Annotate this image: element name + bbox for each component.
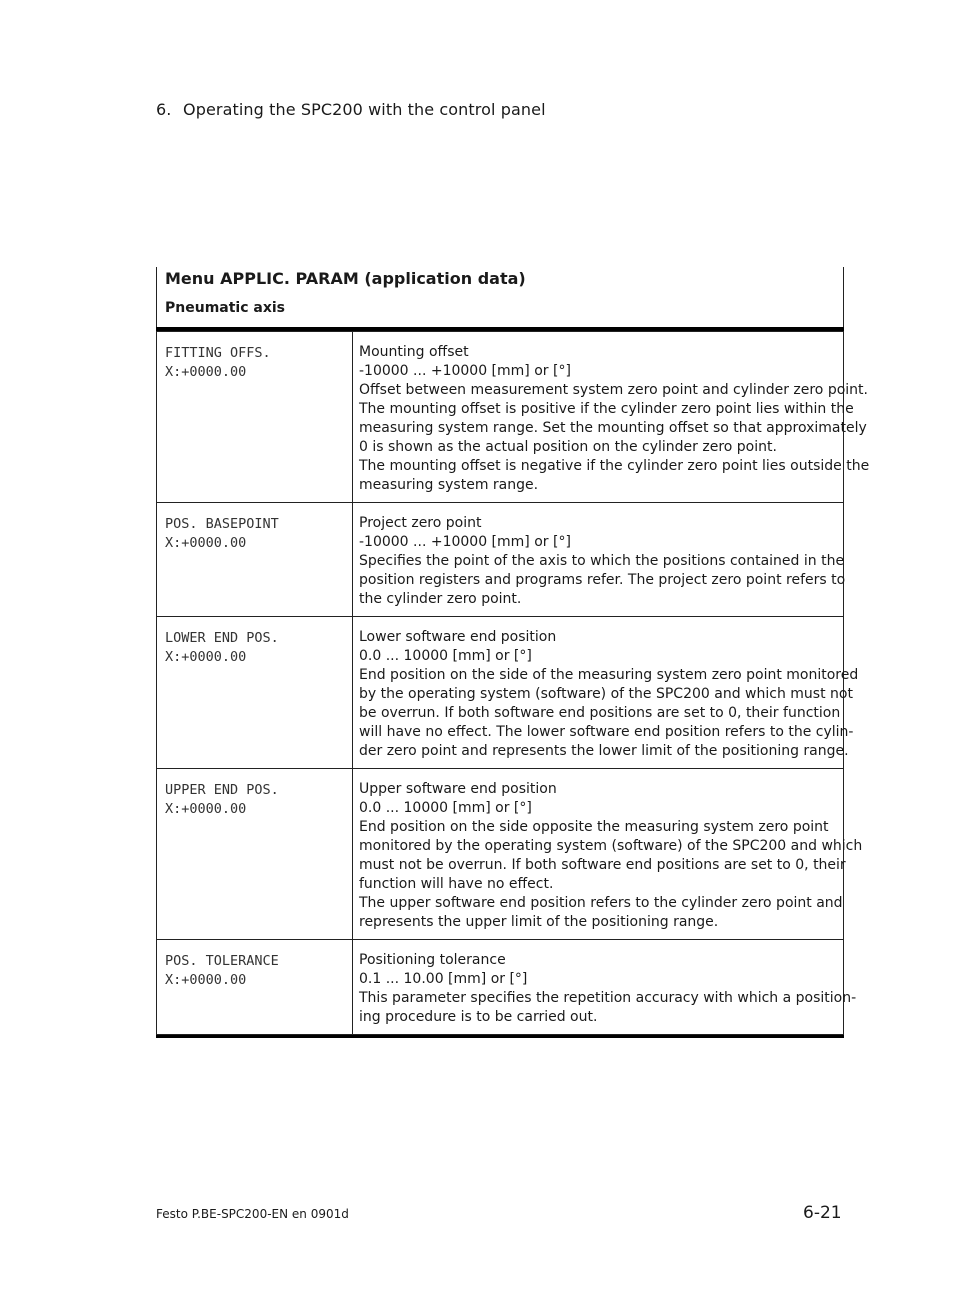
description-line: Offset between measurement system zero point and cylinder zero point.	[359, 382, 868, 398]
description-cell	[353, 769, 863, 940]
description-line: 0.1 ... 10.00 [mm] or [°]	[359, 971, 528, 987]
menu-subtitle: Pneumatic axis	[165, 300, 285, 316]
display-text-line: LOWER END POS.	[165, 630, 279, 646]
description-line: The mounting offset is positive if the cylinder zero point lies within the	[359, 401, 854, 417]
display-text-line: FITTING OFFS.	[165, 345, 271, 361]
description-line: The mounting offset is negative if the cylinder zero point lies outside the	[359, 458, 870, 474]
display-text-cell	[157, 769, 353, 940]
section-title: Operating the SPC200 with the control panel	[183, 100, 546, 119]
description-cell	[353, 503, 844, 617]
description-cell	[353, 940, 857, 1035]
description-line: Mounting offset	[359, 344, 469, 360]
table-row	[157, 617, 844, 769]
display-text-line: X:+0000.00	[165, 649, 247, 665]
description-line: Upper software end position	[359, 781, 557, 797]
description-line: 0 is shown as the actual position on the cylinder zero point.	[359, 439, 777, 455]
section-number: 6.	[156, 100, 172, 119]
description-line: End position on the side opposite the measuring system zero point	[359, 819, 829, 835]
display-text-line: POS. BASEPOINT	[165, 516, 279, 532]
description-line: 0.0 ... 10000 [mm] or [°]	[359, 800, 532, 816]
table-bottom-rule	[156, 1035, 844, 1038]
table-row	[157, 940, 844, 1035]
description-line: der zero point and represents the lower limit of the positioning range.	[359, 743, 849, 759]
description-line: must not be overrun. If both software end positions are set to 0, their	[359, 857, 846, 873]
description-line: monitored by the operating system (software) of the SPC200 and which	[359, 838, 863, 854]
section-header	[156, 100, 546, 119]
description-line: -10000 ... +10000 [mm] or [°]	[359, 363, 571, 379]
display-text-line: POS. TOLERANCE	[165, 953, 279, 969]
display-text-cell	[157, 332, 353, 503]
description-line: represents the upper limit of the positioning range.	[359, 914, 719, 930]
description-line: position registers and programs refer. The project zero point refers to	[359, 572, 846, 588]
description-line: Positioning tolerance	[359, 952, 506, 968]
description-cell	[353, 332, 870, 503]
description-line: Specifies the point of the axis to which the positions contained in the	[359, 553, 845, 569]
display-text-line: X:+0000.00	[165, 801, 247, 817]
display-text-cell	[157, 940, 353, 1035]
display-text-line: X:+0000.00	[165, 972, 247, 988]
description-line: measuring system range. Set the mounting offset so that approximately	[359, 420, 867, 436]
footer-document-id: Festo P.BE-SPC200-EN en 0901d	[156, 1207, 349, 1221]
table-row	[157, 503, 844, 617]
menu-title: Menu APPLIC. PARAM (application data)	[165, 269, 526, 288]
description-cell	[353, 617, 859, 769]
description-line: 0.0 ... 10000 [mm] or [°]	[359, 648, 532, 664]
description-line: -10000 ... +10000 [mm] or [°]	[359, 534, 571, 550]
table-row	[157, 332, 844, 503]
description-line: Project zero point	[359, 515, 482, 531]
description-line: The upper software end position refers to the cylinder zero point and	[359, 895, 843, 911]
display-text-cell	[157, 617, 353, 769]
menu-title-block	[156, 267, 844, 327]
description-line: the cylinder zero point.	[359, 591, 522, 607]
table-row	[157, 769, 844, 940]
display-text-line: UPPER END POS.	[165, 782, 279, 798]
description-line: measuring system range.	[359, 477, 539, 493]
display-text-line: X:+0000.00	[165, 535, 247, 551]
display-text-cell	[157, 503, 353, 617]
parameter-table	[156, 267, 870, 1038]
description-line: by the operating system (software) of the SPC200 and which must not	[359, 686, 853, 702]
description-line: function will have no effect.	[359, 876, 554, 892]
description-line: End position on the side of the measuring system zero point monitored	[359, 667, 859, 683]
description-line: will have no effect. The lower software end position refers to the cylin-	[359, 724, 854, 740]
description-line: This parameter specifies the repetition accuracy with which a position-	[359, 990, 857, 1006]
page-number: 6-21	[803, 1203, 842, 1223]
description-line: Lower software end position	[359, 629, 557, 645]
display-text-line: X:+0000.00	[165, 364, 247, 380]
description-line: ing procedure is to be carried out.	[359, 1009, 598, 1025]
parameter-rows	[156, 331, 870, 1035]
description-line: be overrun. If both software end positions are set to 0, their function	[359, 705, 841, 721]
